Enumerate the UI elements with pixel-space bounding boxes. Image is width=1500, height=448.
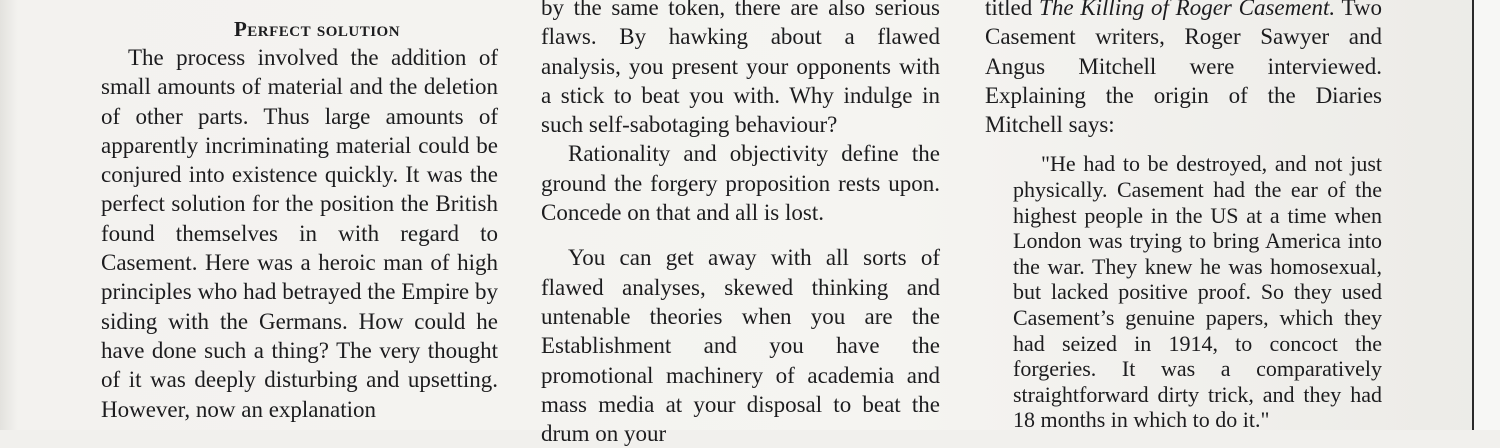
book-title: The Killing of Roger Casement. bbox=[1039, 0, 1336, 20]
text-run: titled bbox=[985, 0, 1040, 20]
column-middle bbox=[541, 0, 940, 448]
block-quote bbox=[1013, 151, 1382, 433]
paragraph-flaws: by the same token, there are also serious flaws. By hawking about a flawed analysis, you present your opponents with a stick to beat you with. Why indulge in such self-sabotaging behaviour? bbox=[541, 0, 940, 138]
paragraph-process: The process involved the addition of small amounts of material and the deletion of other parts. Thus large amounts of apparently incriminating material could be conjured into existence quickly. It was the perfect solution for the position the British found themselves in with regard to Casement. Here was a heroic man of high principles who had betrayed the Empire by siding with the Germans. How could he have done such a thing? The very thought of it was deeply disturbing and upsetting. However, now an explanation bbox=[101, 45, 498, 422]
paragraph-gap bbox=[541, 227, 940, 243]
page-margin bbox=[1474, 0, 1500, 430]
paragraph-establishment: You can get away with all sorts of flawed analyses, skewed thinking and untenable theories when you are the Establishment and you have the promotional machinery of academia and mass media at your disposal to beat the drum on your bbox=[541, 245, 940, 447]
column-right bbox=[985, 0, 1382, 433]
column-left bbox=[101, 16, 498, 424]
paragraph-interview bbox=[985, 0, 1382, 139]
quote-text: "He had to be destroyed, and not just physically. Casement had the ear of the highest people in the US at a time when London was trying to bring America into the war. They knew he was homosexual, but lacked positive proof. So they used Casement’s genuine papers, which they had seized in 1914, to concoct the forgeries. It was a comparatively straightforward dirty trick, and they had 18 months in which to do it." bbox=[1013, 151, 1382, 433]
section-heading: Perfect solution bbox=[233, 17, 401, 41]
paragraph-rationality: Rationality and objectivity define the ground the forgery proposition rests upon. Concede on that and all is lost. bbox=[541, 141, 940, 226]
text-run: Two Casement writers, Roger Sawyer and Angus Mitchell were interviewed. Explaining the origin of the Diaries Mitchell says: bbox=[985, 0, 1382, 138]
